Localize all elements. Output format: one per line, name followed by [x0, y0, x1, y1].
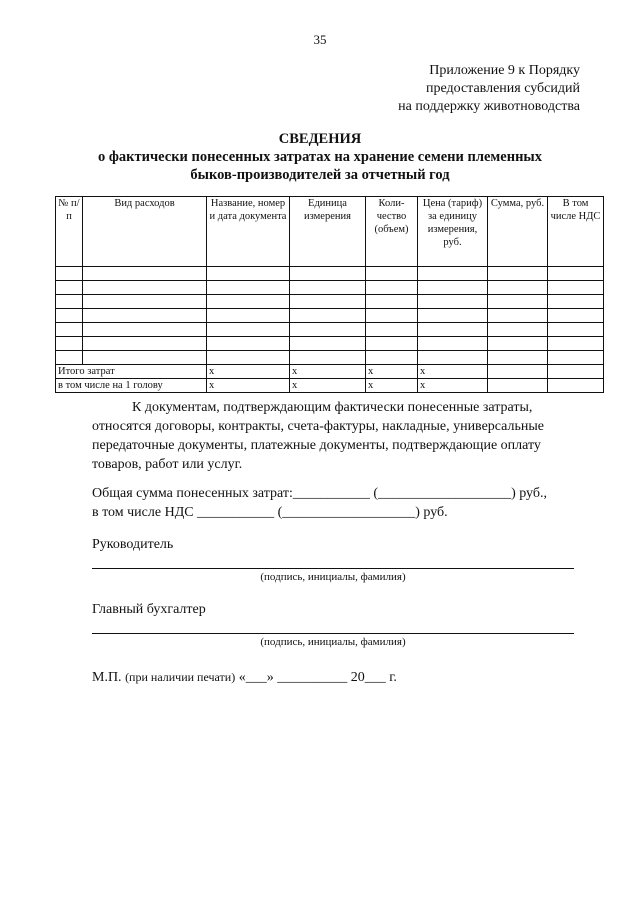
table-cell[interactable] — [56, 323, 83, 337]
table-body — [56, 267, 604, 393]
stamp-date-line — [92, 670, 397, 686]
table-cell: x — [418, 365, 488, 379]
paragraph-line: товаров, работ или услуг. — [92, 457, 243, 472]
head-label: Руководитель — [92, 537, 174, 552]
table-cell[interactable] — [548, 309, 604, 323]
table-cell[interactable] — [548, 323, 604, 337]
table-cell: x — [290, 379, 366, 393]
table-cell[interactable] — [548, 295, 604, 309]
table-row — [56, 323, 604, 337]
table-row — [56, 295, 604, 309]
table-cell[interactable] — [56, 309, 83, 323]
table-cell[interactable] — [488, 323, 548, 337]
column-header: В том числе НДС — [548, 197, 604, 267]
total-sum-line[interactable]: Общая сумма понесенных затрат:___________ (___________________) руб., — [92, 486, 547, 501]
table-cell[interactable] — [548, 351, 604, 365]
table-cell[interactable] — [366, 267, 418, 281]
table-cell[interactable] — [366, 351, 418, 365]
table-cell[interactable] — [207, 267, 290, 281]
table-cell[interactable] — [207, 351, 290, 365]
table-cell[interactable] — [418, 337, 488, 351]
appendix-line: на поддержку животноводства — [398, 99, 580, 114]
title-line: о фактически понесенных затратах на хранение семени племенных — [97, 149, 542, 165]
table-cell[interactable] — [56, 267, 83, 281]
table-row — [56, 309, 604, 323]
table-header-row — [56, 197, 604, 267]
table-cell[interactable] — [207, 337, 290, 351]
vat-sum-line[interactable]: в том числе НДС ___________ (___________________) руб. — [92, 505, 448, 520]
table-cell[interactable] — [207, 323, 290, 337]
table-cell[interactable] — [488, 337, 548, 351]
summary-label: Итого затрат — [56, 365, 207, 379]
table-cell[interactable] — [366, 323, 418, 337]
stamp-mp: М.П. — [92, 670, 122, 685]
column-header: Коли-чество (объем) — [366, 197, 418, 267]
table-cell: x — [366, 379, 418, 393]
paragraph-line: К документам, подтверждающим фактически понесенные затраты, — [132, 400, 533, 415]
table-cell[interactable] — [207, 309, 290, 323]
head-signature-caption: (подпись, инициалы, фамилия) — [260, 571, 406, 583]
summary-label: в том числе на 1 голову — [56, 379, 207, 393]
table-cell[interactable] — [488, 295, 548, 309]
table-cell[interactable] — [83, 267, 207, 281]
table-cell[interactable] — [83, 295, 207, 309]
table-cell[interactable] — [488, 281, 548, 295]
table-cell[interactable] — [488, 351, 548, 365]
column-header: № п/п — [56, 197, 83, 267]
accountant-label: Главный бухгалтер — [92, 602, 206, 617]
table-cell[interactable] — [290, 309, 366, 323]
accountant-signature-caption: (подпись, инициалы, фамилия) — [260, 636, 406, 648]
table-cell[interactable] — [418, 351, 488, 365]
table-cell[interactable] — [418, 295, 488, 309]
table-cell[interactable] — [548, 281, 604, 295]
table-row — [56, 337, 604, 351]
costs-table — [55, 196, 604, 393]
column-header: Название, номер и дата документа — [207, 197, 290, 267]
table-cell[interactable] — [83, 337, 207, 351]
table-cell[interactable] — [83, 281, 207, 295]
page-number: 35 — [313, 32, 327, 47]
head-signature-line[interactable] — [92, 568, 574, 569]
table-cell: x — [418, 379, 488, 393]
table-cell — [548, 365, 604, 379]
table-cell[interactable] — [418, 281, 488, 295]
appendix-line: предоставления субсидий — [425, 81, 580, 96]
accountant-signature-line[interactable] — [92, 633, 574, 634]
table-cell[interactable] — [548, 337, 604, 351]
totals-block — [92, 484, 592, 522]
column-header: Вид расходов — [83, 197, 207, 267]
table-cell[interactable] — [56, 281, 83, 295]
table-cell: x — [207, 379, 290, 393]
table-cell[interactable] — [207, 281, 290, 295]
table-cell[interactable] — [366, 309, 418, 323]
table-cell[interactable] — [418, 309, 488, 323]
table-cell: x — [290, 365, 366, 379]
stamp-note: (при наличии печати) — [125, 670, 236, 684]
documents-paragraph — [92, 398, 580, 474]
table-cell[interactable] — [83, 309, 207, 323]
table-cell[interactable] — [290, 281, 366, 295]
table-cell[interactable] — [207, 295, 290, 309]
paragraph-line: передаточные документы, платежные документы, подтверждающие оплату — [92, 438, 541, 453]
appendix-line: Приложение 9 к Порядку — [429, 63, 580, 78]
table-cell[interactable] — [290, 323, 366, 337]
column-header: Единица измерения — [290, 197, 366, 267]
table-cell: x — [207, 365, 290, 379]
table-cell[interactable] — [83, 323, 207, 337]
table-cell[interactable] — [548, 267, 604, 281]
table-cell[interactable] — [290, 351, 366, 365]
table-cell — [548, 379, 604, 393]
table-cell — [488, 365, 548, 379]
table-row — [56, 351, 604, 365]
table-cell[interactable] — [290, 337, 366, 351]
table-cell[interactable] — [290, 267, 366, 281]
table-cell[interactable] — [418, 267, 488, 281]
summary-row-per-head — [56, 379, 604, 393]
table-row — [56, 281, 604, 295]
table-cell[interactable] — [418, 323, 488, 337]
paragraph-line: относятся договоры, контракты, счета-фактуры, накладные, универсальные — [92, 419, 545, 434]
table-cell[interactable] — [488, 309, 548, 323]
table-cell — [488, 379, 548, 393]
column-header: Цена (тариф) за единицу измерения, руб. — [418, 197, 488, 267]
stamp-date[interactable]: «___» __________ 20___ г. — [238, 670, 397, 685]
appendix-note — [280, 62, 580, 116]
table-cell[interactable] — [488, 267, 548, 281]
summary-row-total — [56, 365, 604, 379]
table-row — [56, 267, 604, 281]
document-title — [60, 130, 580, 184]
title-heading: СВЕДЕНИЯ — [278, 131, 362, 147]
table-cell[interactable] — [366, 337, 418, 351]
table-cell[interactable] — [56, 337, 83, 351]
table-cell[interactable] — [366, 295, 418, 309]
table-cell[interactable] — [366, 281, 418, 295]
table-cell[interactable] — [83, 351, 207, 365]
column-header: Сумма, руб. — [488, 197, 548, 267]
table-cell[interactable] — [56, 295, 83, 309]
table-cell[interactable] — [56, 351, 83, 365]
title-line: быков-производителей за отчетный год — [190, 167, 450, 183]
table-cell: x — [366, 365, 418, 379]
table-cell[interactable] — [290, 295, 366, 309]
